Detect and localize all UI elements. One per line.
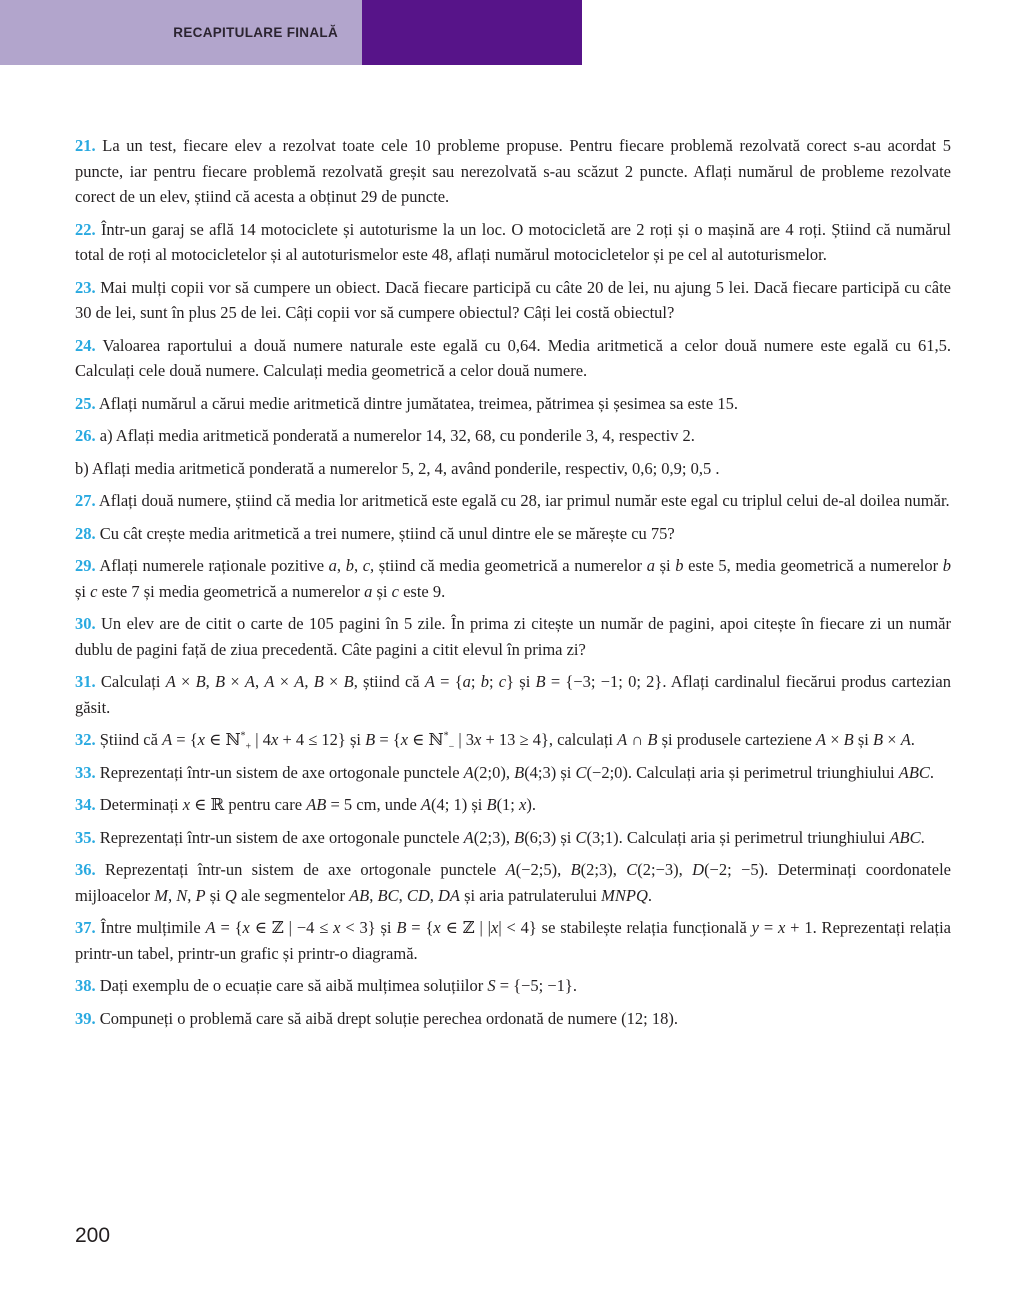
problem-text: a) Aflați media aritmetică ponderată a numerelor 14, 32, 68, cu ponderile 3, 4, respectiv 2. bbox=[99, 426, 695, 445]
problem-item bbox=[75, 423, 951, 449]
problem-number: 39. bbox=[75, 1008, 96, 1028]
problem-text: Aflați două numere, știind că media lor aritmetică este egală cu 28, iar primul număr este egal cu triplul celui de-al doilea număr. bbox=[98, 491, 950, 510]
page-header bbox=[0, 0, 1024, 65]
problem-text: Reprezentați într-un sistem de axe ortogonale punctele A(2;3), B(6;3) și C(3;1). Calculați aria și perimetrul triunghiului ABC. bbox=[99, 827, 925, 847]
problem-text: Mai mulți copii vor să cumpere un obiect. Dacă fiecare participă cu câte 20 de lei, nu ajung 5 lei. Dacă fiecare participă cu câte 30 de lei, sunt în plus 25 de lei. Câți copii vor să cumpere obiectul? Câți lei costă obiectul? bbox=[75, 277, 951, 322]
problem-number: 36. bbox=[75, 860, 96, 879]
problem-number: 32. bbox=[75, 730, 96, 749]
problem-text: Un elev are de citit o carte de 105 pagini în 5 zile. În prima zi citește un număr de pagini, apoi citește în fiecare zi un număr dublu de pagini față de ziua precedentă. Câte pagini a citit elevul în prima zi? bbox=[75, 614, 951, 659]
problem-item bbox=[75, 760, 951, 786]
problem-item bbox=[75, 391, 951, 417]
problem-number: 31. bbox=[75, 672, 96, 691]
problem-text: b) Aflați media aritmetică ponderată a numerelor 5, 2, 4, având ponderile, respectiv, 0,6; 0,9; 0,5 . bbox=[75, 458, 720, 478]
problem-number: 34. bbox=[75, 795, 96, 814]
problem-item bbox=[75, 275, 951, 326]
problem-item bbox=[75, 669, 951, 720]
problem-text: Între mulțimile A = {x ∈ ℤ | −4 ≤ x < 3} și B = {x ∈ ℤ | |x| < 4} se stabilește relația funcțională y = x + 1. Reprezentați relația printr-un tabel, printr-un grafic și printr-o diagramă. bbox=[75, 918, 952, 963]
problem-text: Determinați x ∈ ℝ pentru care AB = 5 cm, unde A(4; 1) și B(1; x). bbox=[99, 795, 536, 814]
problem-text: Valoarea raportului a două numere naturale este egală cu 0,64. Media aritmetică a celor două numere este egală cu 61,5. Calculați cele două numere. Calculați media geometrică a celor două numere. bbox=[75, 335, 952, 380]
problem-number: 37. bbox=[75, 918, 96, 937]
problem-item bbox=[75, 792, 951, 818]
problem-item bbox=[75, 727, 951, 753]
problem-text: Reprezentați într-un sistem de axe ortogonale punctele A(2;0), B(4;3) și C(−2;0). Calculați aria și perimetrul triunghiului ABC. bbox=[99, 762, 935, 782]
problem-number: 35. bbox=[75, 827, 96, 847]
problem-item bbox=[75, 973, 951, 999]
problem-item bbox=[75, 521, 951, 547]
problem-number: 26. bbox=[75, 426, 96, 445]
problem-item bbox=[75, 217, 951, 268]
problem-item bbox=[75, 915, 951, 966]
chapter-band bbox=[0, 0, 362, 65]
problem-item bbox=[75, 488, 951, 514]
problem-number: 23. bbox=[75, 277, 96, 297]
problem-number: 21. bbox=[75, 136, 96, 155]
problem-number: 30. bbox=[75, 614, 96, 633]
problem-number: 28. bbox=[75, 523, 96, 543]
problem-text: Compuneți o problemă care să aibă drept soluție perechea ordonată de numere (12; 18). bbox=[99, 1008, 678, 1028]
problem-number: 22. bbox=[75, 219, 96, 239]
problem-text: Reprezentați într-un sistem de axe ortogonale punctele A(−2;5), B(2;3), C(2;−3), D(−2; −5). Determinați coordonatele mijloacelor M, N, P și Q ale segmentelor AB, BC, CD, DA și aria patrulaterului MNPQ. bbox=[75, 860, 951, 905]
problem-text: Calculați A × B, B × A, A × A, B × B, știind că A = {a; b; c} și B = {−3; −1; 0; 2}. Aflați cardinalul fiecărui produs cartezian găsit. bbox=[75, 672, 951, 717]
header-accent-block bbox=[362, 0, 582, 65]
page-number: 200 bbox=[75, 1224, 111, 1247]
problem-text: Cu cât crește media aritmetică a trei numere, știind că unul dintre ele se mărește cu 75? bbox=[99, 523, 675, 543]
problem-item bbox=[75, 1006, 951, 1032]
problem-number: 24. bbox=[75, 335, 96, 355]
chapter-title: RECAPITULARE FINALĂ bbox=[173, 25, 338, 40]
problem-number: 38. bbox=[75, 976, 96, 995]
problem-number: 33. bbox=[75, 762, 96, 782]
problem-list bbox=[75, 133, 951, 1038]
problem-text: Aflați numărul a cărui medie aritmetică dintre jumătatea, treimea, pătrimea și șesimea sa este 15. bbox=[98, 393, 738, 413]
problem-item bbox=[75, 553, 951, 604]
problem-number: 29. bbox=[75, 556, 96, 575]
problem-item bbox=[75, 333, 951, 384]
problem-item bbox=[75, 456, 951, 482]
problem-item bbox=[75, 133, 951, 210]
problem-number: 25. bbox=[75, 393, 96, 413]
problem-number: 27. bbox=[75, 491, 96, 510]
problem-item bbox=[75, 825, 951, 851]
problem-text: La un test, fiecare elev a rezolvat toate cele 10 probleme propuse. Pentru fiecare problemă rezolvată corect s-au acordat 5 puncte, iar pentru fiecare problemă rezolvată greșit sau nerezolvată s-au scăzut 2 puncte. Aflați numărul de probleme rezolvate corect de un elev, știind că acesta a obținut 29 de puncte. bbox=[75, 136, 952, 206]
problem-item bbox=[75, 611, 951, 662]
problem-text: Aflați numerele raționale pozitive a, b, c, știind că media geometrică a numerelor a și b este 5, media geometrică a numerelor b și c este 7 și media geometrică a numerelor a și c este 9. bbox=[75, 556, 951, 601]
problem-text: Într-un garaj se află 14 motociclete și autoturisme la un loc. O motocicletă are 2 roți și o mașină are 4 roți. Știind că numărul total de roți al motocicletelor și al autoturismelor este 48, aflați numărul motocicletelor și pe cel al autoturismelor. bbox=[75, 219, 951, 264]
problem-item bbox=[75, 857, 951, 908]
problem-text: Știind că A = {x ∈ ℕ*$_+$ | 4x + 4 ≤ 12} și B = {x ∈ ℕ*$_-$ | 3x + 13 ≥ 4}, calculați A ∩ B și produsele carteziene A × B și B × A. bbox=[99, 730, 915, 753]
problem-text: Dați exemplu de o ecuație care să aibă mulțimea soluțiilor S = {−5; −1}. bbox=[99, 976, 577, 995]
